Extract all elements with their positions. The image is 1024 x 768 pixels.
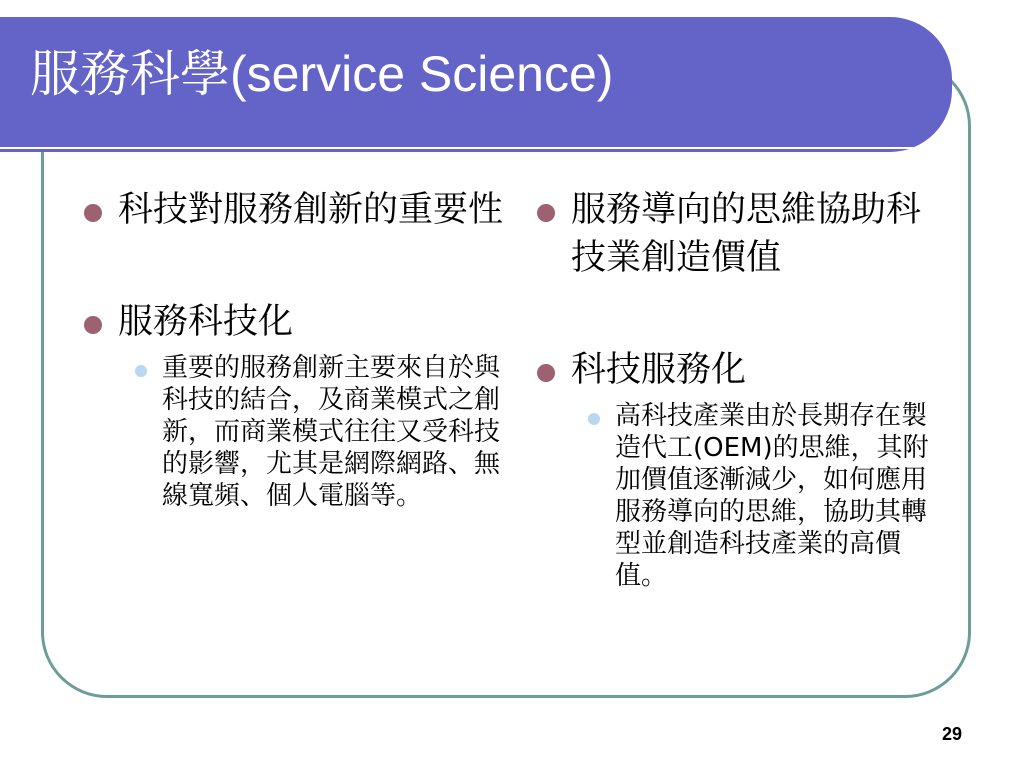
bullet-dot — [537, 364, 555, 382]
bullet-item — [80, 186, 510, 234]
bullet-text: 科技服務化 — [571, 350, 747, 390]
bullet-dot — [84, 204, 102, 222]
left-column — [80, 186, 510, 512]
sub-bullet-item — [80, 352, 510, 512]
sub-bullet-dot — [588, 413, 600, 425]
slide-title-latin: (service Science) — [230, 46, 614, 102]
bullet-item — [533, 346, 933, 394]
bullet-dot — [537, 204, 555, 222]
sub-bullet-text: 高科技產業由於長期存在製造代工(OEM)的思維，其附加價值逐漸減少，如何應用服務導向的思維，協助其轉型並創造科技產業的高價值。 — [615, 401, 929, 591]
page-number: 29 — [941, 724, 962, 744]
bullet-text: 服務導向的思維協助科技業創造價值 — [571, 190, 922, 278]
bullet-item — [80, 298, 510, 346]
sub-bullet-item — [533, 400, 933, 592]
bullet-text: 科技對服務創新的重要性 — [118, 190, 504, 230]
bullet-item — [533, 186, 933, 282]
right-column — [533, 186, 933, 592]
bullet-text: 服務科技化 — [118, 302, 294, 342]
title-underline — [0, 147, 918, 149]
slide-title — [30, 42, 613, 106]
sub-bullet-text: 重要的服務創新主要來自於與科技的結合，及商業模式之創新，而商業模式往往又受科技的影響，尤其是網際網路、無線寬頻、個人電腦等。 — [162, 353, 501, 511]
slide-title-cjk: 服務科學 — [30, 45, 230, 103]
bullet-dot — [84, 316, 102, 334]
sub-bullet-dot — [135, 365, 147, 377]
